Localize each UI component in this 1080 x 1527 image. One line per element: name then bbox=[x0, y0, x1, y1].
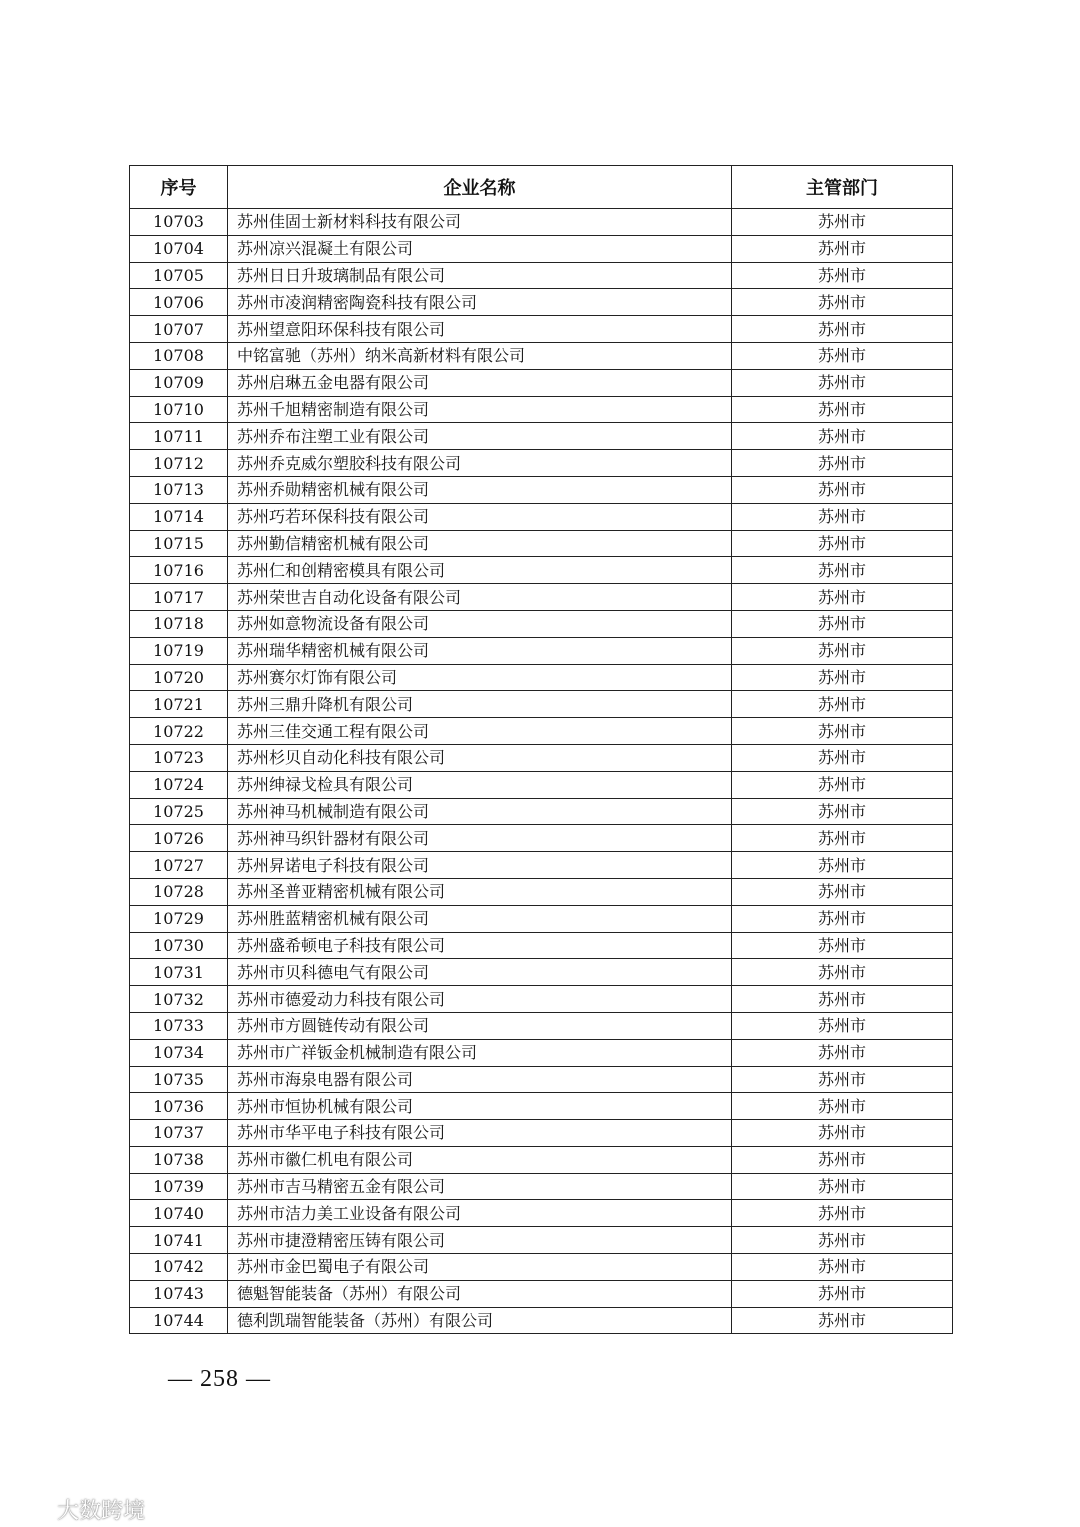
row-serial-number: 10722 bbox=[130, 718, 228, 745]
row-serial-number: 10704 bbox=[130, 235, 228, 262]
row-company-name: 苏州如意物流设备有限公司 bbox=[228, 610, 732, 637]
table-row bbox=[130, 1280, 953, 1307]
table-row bbox=[130, 503, 953, 530]
row-company-name: 苏州市华平电子科技有限公司 bbox=[228, 1120, 732, 1147]
row-serial-number: 10723 bbox=[130, 744, 228, 771]
row-company-name: 苏州市广祥钣金机械制造有限公司 bbox=[228, 1039, 732, 1066]
row-department: 苏州市 bbox=[732, 1093, 953, 1120]
row-company-name: 苏州勤信精密机械有限公司 bbox=[228, 530, 732, 557]
row-department: 苏州市 bbox=[732, 450, 953, 477]
row-department: 苏州市 bbox=[732, 209, 953, 236]
row-serial-number: 10717 bbox=[130, 584, 228, 611]
watermark-text: 大数跨境 bbox=[57, 1499, 146, 1524]
row-department: 苏州市 bbox=[732, 289, 953, 316]
row-serial-number: 10743 bbox=[130, 1280, 228, 1307]
table-row bbox=[130, 1173, 953, 1200]
row-company-name: 德魁智能装备（苏州）有限公司 bbox=[228, 1280, 732, 1307]
table-row bbox=[130, 1146, 953, 1173]
table-row bbox=[130, 369, 953, 396]
row-serial-number: 10705 bbox=[130, 262, 228, 289]
table-row bbox=[130, 1066, 953, 1093]
row-department: 苏州市 bbox=[732, 878, 953, 905]
row-company-name: 苏州杉贝自动化科技有限公司 bbox=[228, 744, 732, 771]
row-serial-number: 10731 bbox=[130, 959, 228, 986]
table-row bbox=[130, 316, 953, 343]
row-serial-number: 10712 bbox=[130, 450, 228, 477]
row-serial-number: 10740 bbox=[130, 1200, 228, 1227]
table-row bbox=[130, 342, 953, 369]
row-company-name: 苏州日日升玻璃制品有限公司 bbox=[228, 262, 732, 289]
row-serial-number: 10708 bbox=[130, 342, 228, 369]
table-row bbox=[130, 476, 953, 503]
row-company-name: 苏州市洁力美工业设备有限公司 bbox=[228, 1200, 732, 1227]
table-row bbox=[130, 1307, 953, 1334]
row-company-name: 苏州仁和创精密模具有限公司 bbox=[228, 557, 732, 584]
row-serial-number: 10729 bbox=[130, 905, 228, 932]
row-company-name: 苏州市方圆链传动有限公司 bbox=[228, 1012, 732, 1039]
row-company-name: 苏州望意阳环保科技有限公司 bbox=[228, 316, 732, 343]
row-serial-number: 10727 bbox=[130, 852, 228, 879]
row-serial-number: 10709 bbox=[130, 369, 228, 396]
table-row bbox=[130, 1039, 953, 1066]
row-department: 苏州市 bbox=[732, 1146, 953, 1173]
table-row bbox=[130, 396, 953, 423]
row-department: 苏州市 bbox=[732, 1280, 953, 1307]
row-company-name: 苏州盛希顿电子科技有限公司 bbox=[228, 932, 732, 959]
row-department: 苏州市 bbox=[732, 637, 953, 664]
row-department: 苏州市 bbox=[732, 610, 953, 637]
table-row bbox=[130, 959, 953, 986]
table-row bbox=[130, 1254, 953, 1281]
page-number: — 258 — bbox=[168, 1366, 271, 1392]
row-company-name: 苏州瑞华精密机械有限公司 bbox=[228, 637, 732, 664]
row-department: 苏州市 bbox=[732, 771, 953, 798]
row-department: 苏州市 bbox=[732, 1120, 953, 1147]
row-department: 苏州市 bbox=[732, 691, 953, 718]
header-serial-number: 序号 bbox=[130, 166, 228, 209]
row-department: 苏州市 bbox=[732, 423, 953, 450]
row-department: 苏州市 bbox=[732, 342, 953, 369]
table-row bbox=[130, 1227, 953, 1254]
row-serial-number: 10732 bbox=[130, 986, 228, 1013]
table-row bbox=[130, 878, 953, 905]
table-row bbox=[130, 262, 953, 289]
row-company-name: 德利凯瑞智能装备（苏州）有限公司 bbox=[228, 1307, 732, 1334]
table-body bbox=[130, 209, 953, 1334]
row-department: 苏州市 bbox=[732, 557, 953, 584]
row-company-name: 苏州胜蓝精密机械有限公司 bbox=[228, 905, 732, 932]
table-row bbox=[130, 664, 953, 691]
row-company-name: 苏州启琳五金电器有限公司 bbox=[228, 369, 732, 396]
row-department: 苏州市 bbox=[732, 1173, 953, 1200]
watermark-logo-icon bbox=[8, 1501, 48, 1523]
row-company-name: 苏州赛尔灯饰有限公司 bbox=[228, 664, 732, 691]
table-row bbox=[130, 1120, 953, 1147]
row-company-name: 苏州市徽仁机电有限公司 bbox=[228, 1146, 732, 1173]
row-company-name: 苏州市捷澄精密压铸有限公司 bbox=[228, 1227, 732, 1254]
header-company-name: 企业名称 bbox=[228, 166, 732, 209]
table-row bbox=[130, 289, 953, 316]
row-department: 苏州市 bbox=[732, 369, 953, 396]
table-row bbox=[130, 1200, 953, 1227]
row-serial-number: 10737 bbox=[130, 1120, 228, 1147]
row-serial-number: 10713 bbox=[130, 476, 228, 503]
table-row bbox=[130, 744, 953, 771]
row-serial-number: 10719 bbox=[130, 637, 228, 664]
row-serial-number: 10703 bbox=[130, 209, 228, 236]
row-department: 苏州市 bbox=[732, 316, 953, 343]
row-company-name: 苏州市德爱动力科技有限公司 bbox=[228, 986, 732, 1013]
table-row bbox=[130, 423, 953, 450]
row-company-name: 苏州凉兴混凝土有限公司 bbox=[228, 235, 732, 262]
row-company-name: 苏州乔克威尔塑胶科技有限公司 bbox=[228, 450, 732, 477]
row-serial-number: 10741 bbox=[130, 1227, 228, 1254]
row-serial-number: 10738 bbox=[130, 1146, 228, 1173]
row-company-name: 苏州神马机械制造有限公司 bbox=[228, 798, 732, 825]
row-company-name: 苏州昇诺电子科技有限公司 bbox=[228, 852, 732, 879]
row-department: 苏州市 bbox=[732, 235, 953, 262]
row-serial-number: 10706 bbox=[130, 289, 228, 316]
row-company-name: 苏州三鼎升降机有限公司 bbox=[228, 691, 732, 718]
row-department: 苏州市 bbox=[732, 744, 953, 771]
table-row bbox=[130, 986, 953, 1013]
row-department: 苏州市 bbox=[732, 262, 953, 289]
row-company-name: 中铭富驰（苏州）纳米高新材料有限公司 bbox=[228, 342, 732, 369]
table-row bbox=[130, 1012, 953, 1039]
row-department: 苏州市 bbox=[732, 1227, 953, 1254]
row-company-name: 苏州圣普亚精密机械有限公司 bbox=[228, 878, 732, 905]
row-company-name: 苏州市海泉电器有限公司 bbox=[228, 1066, 732, 1093]
row-serial-number: 10715 bbox=[130, 530, 228, 557]
row-company-name: 苏州乔勋精密机械有限公司 bbox=[228, 476, 732, 503]
row-serial-number: 10711 bbox=[130, 423, 228, 450]
row-company-name: 苏州乔布注塑工业有限公司 bbox=[228, 423, 732, 450]
row-department: 苏州市 bbox=[732, 1307, 953, 1334]
row-company-name: 苏州佳固士新材料科技有限公司 bbox=[228, 209, 732, 236]
row-serial-number: 10728 bbox=[130, 878, 228, 905]
enterprise-table-container bbox=[129, 165, 952, 1334]
row-serial-number: 10714 bbox=[130, 503, 228, 530]
row-company-name: 苏州荣世吉自动化设备有限公司 bbox=[228, 584, 732, 611]
row-department: 苏州市 bbox=[732, 530, 953, 557]
table-row bbox=[130, 557, 953, 584]
row-serial-number: 10724 bbox=[130, 771, 228, 798]
row-department: 苏州市 bbox=[732, 1039, 953, 1066]
enterprise-table bbox=[129, 165, 953, 1334]
row-serial-number: 10730 bbox=[130, 932, 228, 959]
row-serial-number: 10710 bbox=[130, 396, 228, 423]
row-serial-number: 10718 bbox=[130, 610, 228, 637]
row-serial-number: 10736 bbox=[130, 1093, 228, 1120]
row-department: 苏州市 bbox=[732, 664, 953, 691]
row-department: 苏州市 bbox=[732, 1254, 953, 1281]
row-company-name: 苏州市金巴蜀电子有限公司 bbox=[228, 1254, 732, 1281]
row-company-name: 苏州巧若环保科技有限公司 bbox=[228, 503, 732, 530]
table-row bbox=[130, 450, 953, 477]
row-department: 苏州市 bbox=[732, 584, 953, 611]
row-company-name: 苏州市恒协机械有限公司 bbox=[228, 1093, 732, 1120]
table-row bbox=[130, 718, 953, 745]
row-department: 苏州市 bbox=[732, 396, 953, 423]
table-row bbox=[130, 530, 953, 557]
row-company-name: 苏州绅禄戈检具有限公司 bbox=[228, 771, 732, 798]
table-row bbox=[130, 235, 953, 262]
table-row bbox=[130, 584, 953, 611]
row-department: 苏州市 bbox=[732, 852, 953, 879]
row-company-name: 苏州市凌润精密陶瓷科技有限公司 bbox=[228, 289, 732, 316]
header-department: 主管部门 bbox=[732, 166, 953, 209]
table-row bbox=[130, 209, 953, 236]
table-row bbox=[130, 691, 953, 718]
row-department: 苏州市 bbox=[732, 476, 953, 503]
row-department: 苏州市 bbox=[732, 905, 953, 932]
row-department: 苏州市 bbox=[732, 503, 953, 530]
row-company-name: 苏州市贝科德电气有限公司 bbox=[228, 959, 732, 986]
table-row bbox=[130, 825, 953, 852]
watermark bbox=[8, 1494, 145, 1525]
row-serial-number: 10720 bbox=[130, 664, 228, 691]
row-company-name: 苏州市吉马精密五金有限公司 bbox=[228, 1173, 732, 1200]
row-serial-number: 10707 bbox=[130, 316, 228, 343]
table-row bbox=[130, 852, 953, 879]
row-serial-number: 10726 bbox=[130, 825, 228, 852]
row-serial-number: 10734 bbox=[130, 1039, 228, 1066]
table-header-row bbox=[130, 166, 953, 209]
row-department: 苏州市 bbox=[732, 932, 953, 959]
row-department: 苏州市 bbox=[732, 825, 953, 852]
row-department: 苏州市 bbox=[732, 1200, 953, 1227]
row-serial-number: 10744 bbox=[130, 1307, 228, 1334]
row-department: 苏州市 bbox=[732, 959, 953, 986]
row-serial-number: 10735 bbox=[130, 1066, 228, 1093]
table-row bbox=[130, 771, 953, 798]
row-department: 苏州市 bbox=[732, 718, 953, 745]
row-serial-number: 10739 bbox=[130, 1173, 228, 1200]
table-row bbox=[130, 610, 953, 637]
row-company-name: 苏州三佳交通工程有限公司 bbox=[228, 718, 732, 745]
row-company-name: 苏州千旭精密制造有限公司 bbox=[228, 396, 732, 423]
row-serial-number: 10733 bbox=[130, 1012, 228, 1039]
row-company-name: 苏州神马织针器材有限公司 bbox=[228, 825, 732, 852]
row-serial-number: 10742 bbox=[130, 1254, 228, 1281]
row-department: 苏州市 bbox=[732, 1012, 953, 1039]
row-serial-number: 10725 bbox=[130, 798, 228, 825]
table-row bbox=[130, 905, 953, 932]
row-department: 苏州市 bbox=[732, 986, 953, 1013]
row-department: 苏州市 bbox=[732, 798, 953, 825]
row-serial-number: 10716 bbox=[130, 557, 228, 584]
row-serial-number: 10721 bbox=[130, 691, 228, 718]
table-row bbox=[130, 798, 953, 825]
table-row bbox=[130, 1093, 953, 1120]
table-row bbox=[130, 637, 953, 664]
table-row bbox=[130, 932, 953, 959]
row-department: 苏州市 bbox=[732, 1066, 953, 1093]
